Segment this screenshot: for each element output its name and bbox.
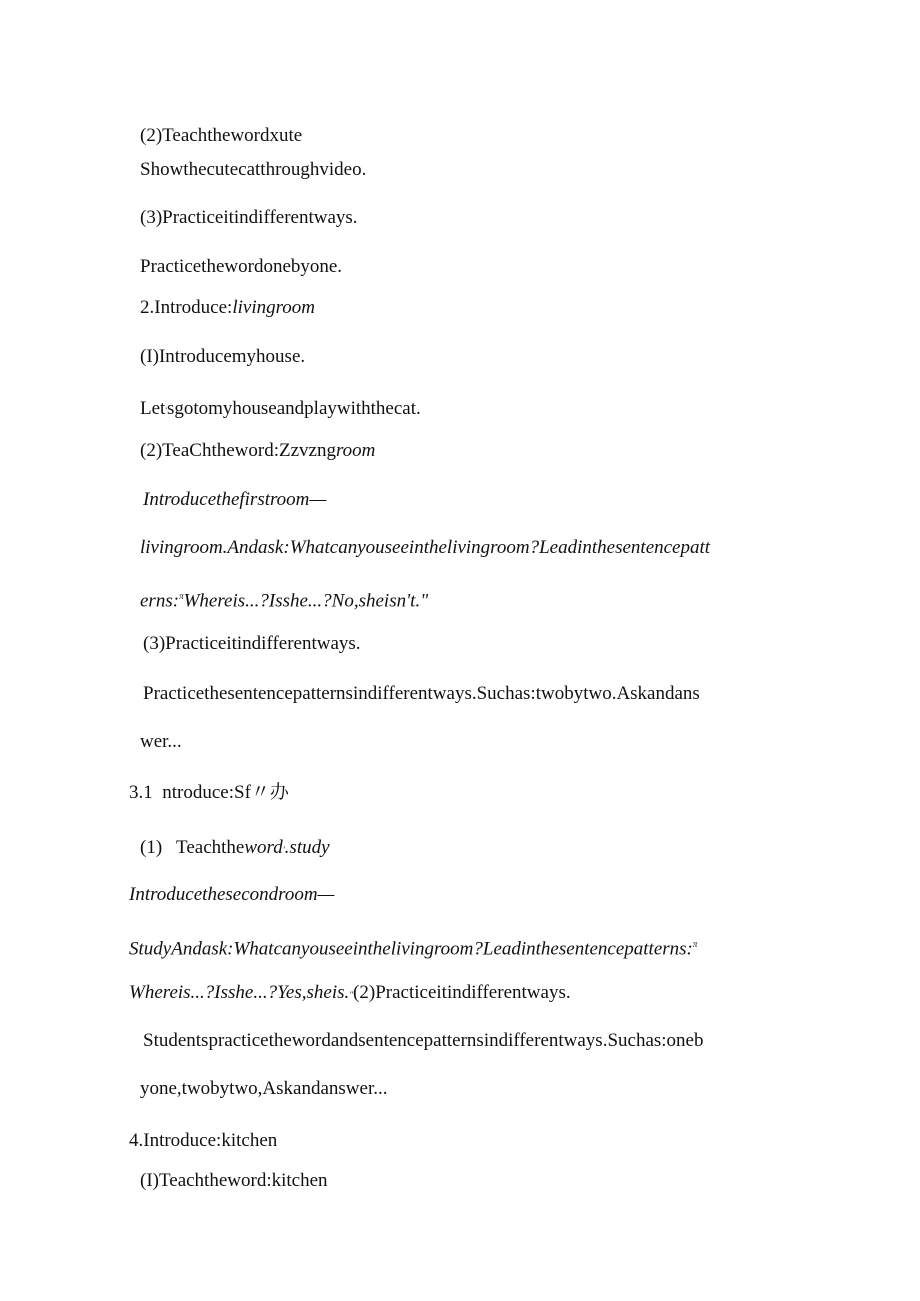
text-line-23 bbox=[140, 1170, 328, 1192]
text-room-italic: room bbox=[335, 440, 376, 461]
text-word-apostrophe: ' bbox=[282, 845, 285, 855]
text-show-cute-cat: Showthecutecatthroughvideo. bbox=[140, 159, 367, 180]
text-teach-word-zzvzng: (2)TeaChtheword:Zzvzng bbox=[140, 440, 336, 461]
text-practice-ways: (3)Practiceitindifferentways. bbox=[140, 207, 358, 228]
text-line-12 bbox=[143, 633, 361, 655]
text-yone-twobytwo: yone,twobytwo,Askandanswer... bbox=[140, 1078, 388, 1099]
text-erns: erns: bbox=[140, 590, 180, 612]
text-living-room-italic: livingroom bbox=[232, 297, 316, 318]
text-line-11 bbox=[140, 585, 428, 612]
text-whereis-no: Whereis...?Isshe...?No,sheisn't." bbox=[183, 590, 429, 612]
text-line-13 bbox=[143, 683, 700, 705]
text-practice-ways-2: (3)Practiceitindifferentways. bbox=[143, 633, 361, 654]
text-line-16 bbox=[140, 837, 330, 861]
text-line-8 bbox=[140, 440, 375, 462]
text-introduce-study-heading: 3.1 ntroduce:Sf〃办 bbox=[129, 782, 289, 803]
text-livingroom-ask: livingroom.Andask:Whatcanyouseeinthelivingroom?Leadinthesentencepatt bbox=[140, 537, 711, 558]
text-line-14 bbox=[140, 731, 182, 753]
text-line-4 bbox=[140, 256, 342, 278]
text-pi-mark: π bbox=[179, 591, 184, 601]
text-line-17 bbox=[129, 884, 334, 906]
text-first-room: Introducethefirstroom— bbox=[143, 489, 327, 510]
text-teach-the: (1) Teachthe bbox=[140, 837, 245, 858]
text-practice-ways-3: (2)Practiceitindifferentways. bbox=[353, 982, 571, 1003]
text-line-2 bbox=[140, 159, 366, 181]
text-line-15 bbox=[129, 782, 289, 804]
text-line-18 bbox=[129, 933, 697, 960]
text-teach-word-cute: (2)Teachthewordxute bbox=[140, 125, 303, 146]
text-practice-one-by-one: Practicethewordonebyone. bbox=[140, 256, 343, 277]
text-second-room: Introducethesecondroom— bbox=[129, 884, 335, 905]
text-introduce-kitchen: 4.Introduce:kitchen bbox=[129, 1130, 278, 1151]
text-line-21 bbox=[140, 1078, 388, 1100]
text-line-10 bbox=[140, 537, 710, 559]
text-introduce-label: 2.Introduce: bbox=[140, 297, 233, 318]
text-line-9 bbox=[143, 489, 326, 511]
text-line-1 bbox=[140, 125, 302, 147]
text-pi-mark-2: π bbox=[692, 939, 698, 949]
text-line-20 bbox=[143, 1030, 704, 1052]
text-lets-apostrophe: ' bbox=[165, 406, 167, 416]
text-line-3 bbox=[140, 207, 358, 229]
text-line-6 bbox=[140, 346, 305, 368]
text-students-practice: Studentspracticethewordandsentencepatternsindifferentways.Suchas:oneb bbox=[143, 1030, 704, 1051]
text-practice-sentence-patterns: Practicethesentencepatternsindifferentways.Suchas:twobytwo.Askandans bbox=[143, 683, 700, 704]
text-line-19 bbox=[129, 982, 571, 1006]
text-lets-b: sgotomyhouseandplaywiththecat. bbox=[166, 398, 421, 419]
text-whereis-yes: Whereis...?Isshe...?Yes,sheis. bbox=[129, 982, 350, 1003]
text-study-ask: StudyAndask:Whatcanyouseeinthelivingroom?Leadinthesentencepatterns: bbox=[129, 938, 693, 960]
text-line-7 bbox=[140, 398, 421, 422]
text-lets-a: Let bbox=[140, 398, 166, 419]
text-wer: wer... bbox=[140, 731, 182, 752]
text-teach-word-kitchen: (I)Teachtheword:kitchen bbox=[140, 1170, 328, 1191]
text-line-22 bbox=[129, 1130, 277, 1152]
text-line-5 bbox=[140, 297, 315, 319]
text-word-italic: word bbox=[244, 837, 283, 858]
text-study-italic: .study bbox=[284, 837, 330, 858]
text-quote-mark: " bbox=[349, 990, 354, 1000]
text-introduce-house: (I)Introducemyhouse. bbox=[140, 346, 306, 367]
